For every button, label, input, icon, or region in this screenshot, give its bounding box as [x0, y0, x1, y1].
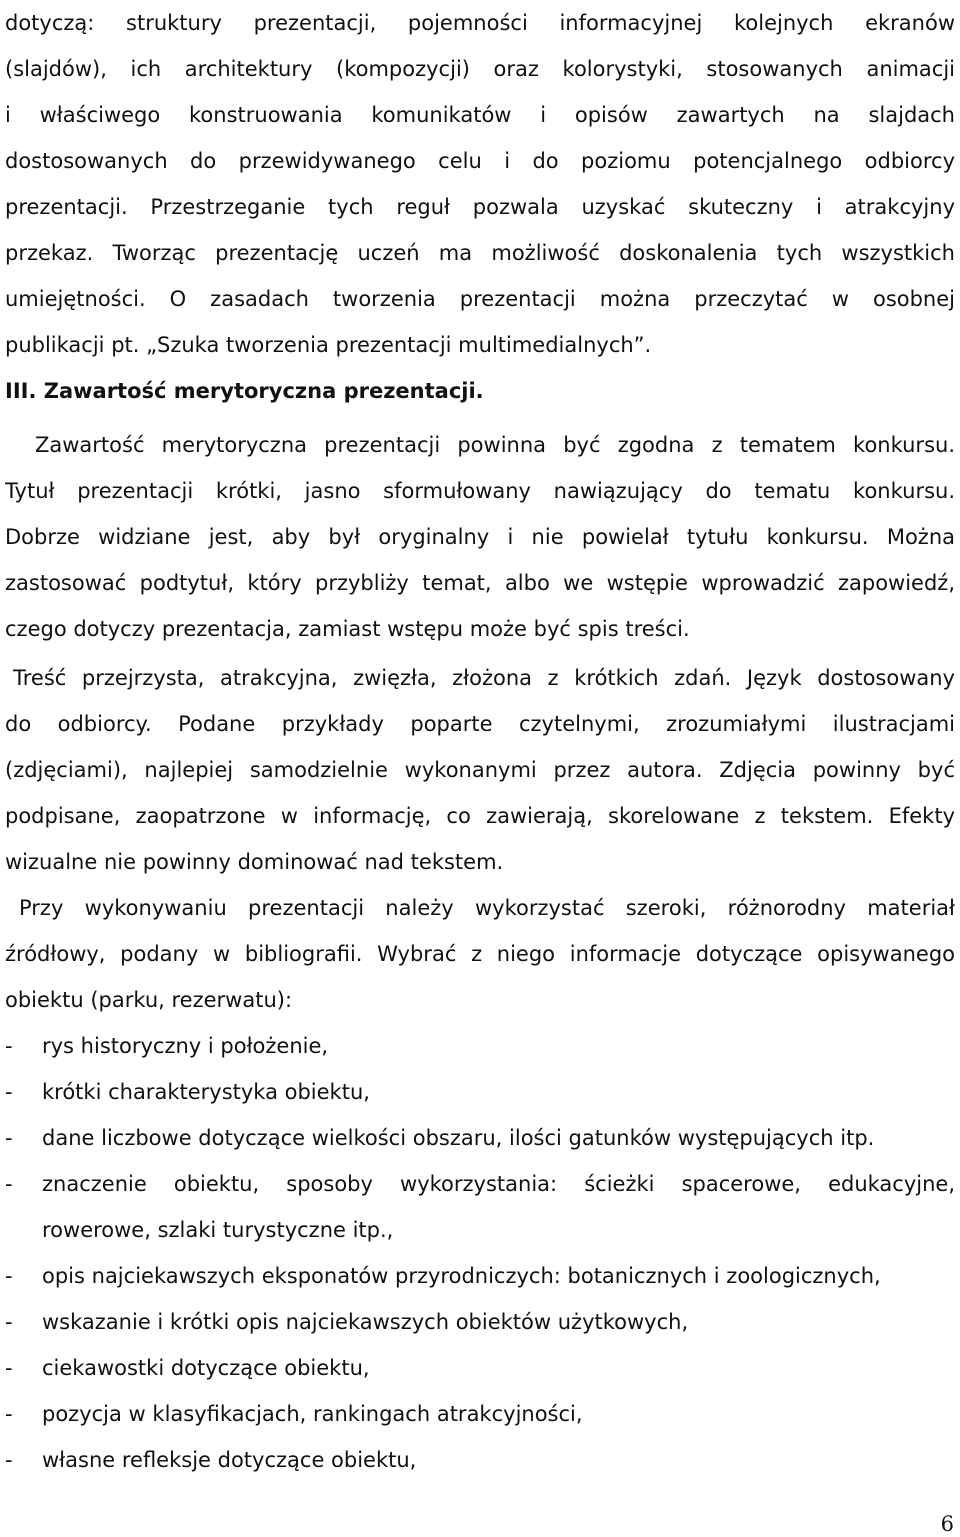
text-line: prezentacji. Przestrzeganie tych reguł pozwala uzyskać skuteczny i atrakcyjny — [5, 195, 955, 219]
text-line: do odbiorcy. Podane przykłady poparte czytelnymi, zrozumiałymi ilustracjami — [5, 712, 955, 736]
content-paragraph-1 — [5, 422, 955, 652]
text-line: Tytuł prezentacji krótki, jasno sformułowany nawiązujący do tematu konkursu. — [5, 479, 955, 503]
text-line: publikacji pt. „Szuka tworzenia prezentacji multimedialnych”. — [5, 333, 652, 357]
list-item — [5, 1161, 955, 1207]
list-dash: - — [5, 1448, 13, 1472]
document-page — [5, 0, 955, 1483]
list-dash: - — [5, 1126, 13, 1150]
list-dash: - — [5, 1172, 13, 1196]
text-line: obiektu (parku, rezerwatu): — [5, 988, 293, 1012]
text-line: Zawartość merytoryczna prezentacji powinna być zgodna z tematem konkursu. — [35, 433, 955, 457]
list-item-text: krótki charakterystyka obiektu, — [42, 1080, 370, 1104]
list-item — [5, 1023, 955, 1069]
list-item-text: opis najciekawszych eksponatów przyrodniczych: botanicznych i zoologicznych, — [42, 1264, 881, 1288]
text-line: dotyczą: struktury prezentacji, pojemności informacyjnej kolejnych ekranów — [5, 11, 955, 35]
text-line: czego dotyczy prezentacja, zamiast wstępu może być spis treści. — [5, 617, 690, 641]
list-item — [5, 1115, 955, 1161]
list-item — [5, 1069, 955, 1115]
list-dash: - — [5, 1080, 13, 1104]
bullet-list — [5, 1023, 955, 1483]
text-line: i właściwego konstruowania komunikatów i opisów zawartych na slajdach — [5, 103, 955, 127]
text-line: przekaz. Tworząc prezentację uczeń ma możliwość doskonalenia tych wszystkich — [5, 241, 955, 265]
text-line: (zdjęciami), najlepiej samodzielnie wykonanymi przez autora. Zdjęcia powinny być — [5, 758, 955, 782]
list-item-text: własne refleksje dotyczące obiektu, — [42, 1448, 417, 1472]
list-dash: - — [5, 1356, 13, 1380]
list-dash: - — [5, 1402, 13, 1426]
list-item-text: dane liczbowe dotyczące wielkości obszaru, ilości gatunków występujących itp. — [42, 1126, 875, 1150]
list-dash: - — [5, 1034, 13, 1058]
text-line: podpisane, zaopatrzone w informację, co zawierają, skorelowane z tekstem. Efekty — [5, 804, 955, 828]
list-item-text: rys historyczny i położenie, — [42, 1034, 329, 1058]
text-line: dostosowanych do przewidywanego celu i do poziomu potencjalnego odbiorcy — [5, 149, 955, 173]
page-number: 6 — [940, 1512, 954, 1536]
text-line: źródłowy, podany w bibliografii. Wybrać z niego informacje dotyczące opisywanego — [5, 942, 955, 966]
text-line: Dobrze widziane jest, aby był oryginalny i nie powielał tytułu konkursu. Można — [5, 525, 955, 549]
text-line: Przy wykonywaniu prezentacji należy wykorzystać szeroki, różnorodny materiał — [19, 896, 955, 920]
text-line: umiejętności. O zasadach tworzenia prezentacji można przeczytać w osobnej — [5, 287, 955, 311]
list-item — [5, 1299, 955, 1345]
intro-paragraph — [5, 0, 955, 368]
text-line: Treść przejrzysta, atrakcyjna, zwięzła, złożona z krótkich zdań. Język dostosowany — [13, 666, 955, 690]
list-item — [5, 1391, 955, 1437]
list-item-text: wskazanie i krótki opis najciekawszych obiektów użytkowych, — [42, 1310, 689, 1334]
content-paragraph-2 — [5, 655, 955, 885]
text-line: wizualne nie powinny dominować nad tekstem. — [5, 850, 504, 874]
list-item — [5, 1437, 955, 1483]
section-heading: III. Zawartość merytoryczna prezentacji. — [5, 379, 484, 403]
text-line: (slajdów), ich architektury (kompozycji) oraz kolorystyki, stosowanych animacji — [5, 57, 955, 81]
list-item-text: ciekawostki dotyczące obiektu, — [42, 1356, 370, 1380]
content-paragraph-3 — [5, 885, 955, 1023]
text-line: zastosować podtytuł, który przybliży temat, albo we wstępie wprowadzić zapowiedź, — [5, 571, 955, 595]
list-dash: - — [5, 1310, 13, 1334]
list-item — [5, 1345, 955, 1391]
list-item-text: pozycja w klasyfikacjach, rankingach atrakcyjności, — [42, 1402, 583, 1426]
list-dash: - — [5, 1264, 13, 1288]
list-item-text: znaczenie obiektu, sposoby wykorzystania: ścieżki spacerowe, edukacyjne, — [42, 1172, 955, 1196]
list-item-continuation: rowerowe, szlaki turystyczne itp., — [42, 1218, 394, 1242]
list-item — [5, 1253, 955, 1299]
